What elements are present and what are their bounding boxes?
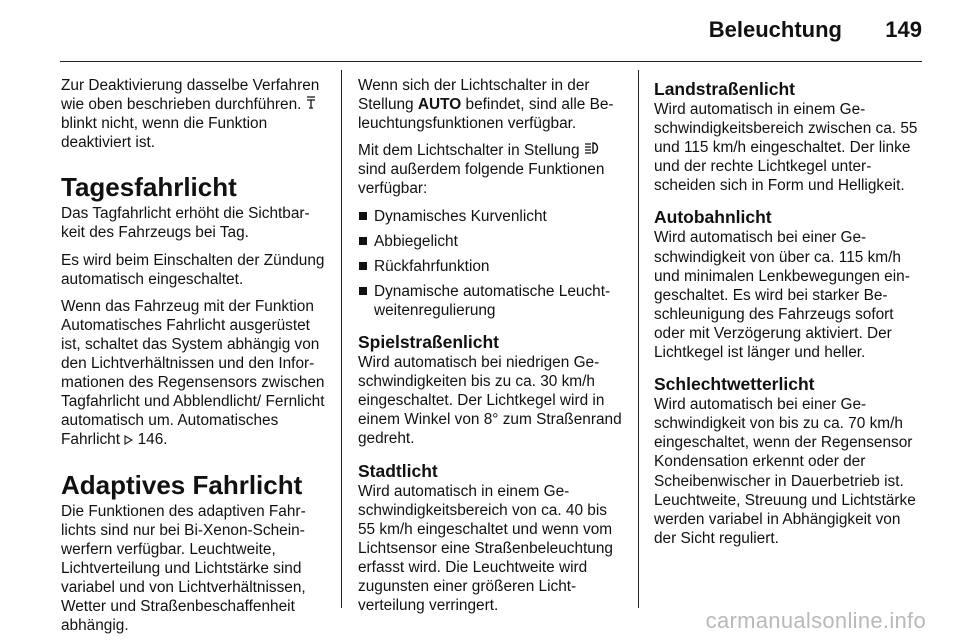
page-header [0, 0, 960, 62]
heading-schlechtwetterlicht: Schlechtwetterlicht [654, 374, 815, 395]
paragraph: Wenn sich der Lichtschalter in der Stellung AUTO befindet, sind alle Beleuchtungsfunktionen verfügbar. [358, 77, 614, 133]
heading-landstrassenlicht: Landstraßenlicht [654, 79, 795, 99]
column-divider-1 [341, 70, 342, 608]
auto-label: AUTO [417, 96, 462, 114]
paragraph: Das Tagfahrlicht erhöht die Sichtbarkeit des Fahrzeugs bei Tag. [61, 205, 310, 242]
paragraph: Wird automatisch bei einer Geschwindigkeit von bis zu ca. 70 km/h eingeschaltet, wenn der Regensensor Kondensation erkennt oder der Scheibenwischer in Dauerbetrieb ist. Leuchtweite, Streuung und Lichtstärke werden variabel in Abhängigkeit von der Sicht reguliert. [654, 396, 916, 547]
section-title: Beleuchtung [708, 17, 842, 42]
intro-paragraph: Zur Deaktivierung dasselbe Verfahren wie oben beschrieben durchführen. blinkt nicht, wenn die Funktion deaktiviert ist. [61, 77, 320, 152]
heading-autobahnlicht: Autobahnlicht [654, 207, 772, 228]
heading-tagesfahrlicht: Tagesfahrlicht [61, 172, 237, 203]
page-reference-icon [124, 435, 133, 445]
paragraph: Wird automatisch in einem Geschwindigkeitsbereich von ca. 40 bis 55 km/h eingeschaltet und wenn vom Lichtsensor eine Straßenbeleuchtung erfasst wird. Die Leuchtweite wird zugunsten einer größeren Lichtverteilung verringert. [358, 482, 613, 615]
list-item: Abbiegelicht [358, 232, 622, 251]
column-3 [654, 76, 924, 556]
header-divider [60, 61, 922, 62]
column-2 [358, 76, 622, 623]
paragraph: Wird automatisch in einem Geschwindigkeitsbereich zwischen ca. 55 und 115 km/h eingeschaltet. Der linke und der rechte Lichtkegel unterscheiden sich in Form und Helligkeit. [654, 101, 918, 195]
column-divider-2 [638, 70, 639, 608]
bullet-icon [359, 262, 367, 270]
page-reference[interactable]: 146. [137, 431, 168, 449]
paragraph: Wird automatisch bei niedrigen Geschwindigkeiten bis zu ca. 30 km/h eingeschaltet. Der Lichtkegel wird in einem Winkel von 8° zum Straßenrand gedreht. [358, 354, 622, 448]
paragraph: Wenn das Fahrzeug mit der Funktion Automatisches Fahrlicht ausgerüstet ist, schaltet das System abhängig von den Lichtverhältnissen und den Informationen des Regensensors zwischen Tagfahrlicht und Abblendlicht/ Fernlicht automatisch um. Automatisches Fahrlicht 146. [61, 297, 325, 449]
watermark: carmanualsonline.info [705, 608, 926, 633]
heading-stadtlicht: Stadtlicht [358, 460, 438, 481]
paragraph: Es wird beim Einschalten der Zündung automatisch eingeschaltet. [61, 251, 325, 288]
paragraph: Mit dem Lichtschalter in Stellung sind außerdem folgende Funktionen verfügbar: [358, 142, 605, 198]
bullet-icon [359, 287, 367, 295]
list-item: Dynamische automatische Leuchtweitenregulierung [358, 282, 622, 320]
low-beam-icon [584, 141, 600, 160]
heading-spielstrassenlicht: Spielstraßenlicht [358, 332, 500, 353]
paragraph: Wird automatisch bei einer Geschwindigkeit von über ca. 115 km/h und minimalen Lenkbewegungen eingeschaltet. Es wird bei starker Beschleunigung des Fahrzeugs sofort oder mit Verzögerung aktiviert. Der Lichtkegel ist länger und heller. [654, 229, 910, 362]
page-number: 149 [885, 17, 922, 42]
bullet-icon [359, 237, 367, 245]
list-item: Rückfahrfunktion [358, 257, 622, 276]
bullet-icon [359, 212, 367, 220]
indicator-icon [306, 95, 316, 114]
paragraph: Die Funktionen des adaptiven Fahrlichts sind nur bei Bi-Xenon-Scheinwerfern verfügbar. Leuchtweite, Lichtverteilung und Lichtstärke sind variabel und von Lichtverhältnissen, Wetter und Straßenbeschaffenheit abhängig. [61, 502, 306, 635]
list-item: Dynamisches Kurvenlicht [358, 207, 622, 226]
column-1 [61, 76, 326, 643]
heading-adaptives-fahrlicht: Adaptives Fahrlicht [61, 469, 303, 500]
